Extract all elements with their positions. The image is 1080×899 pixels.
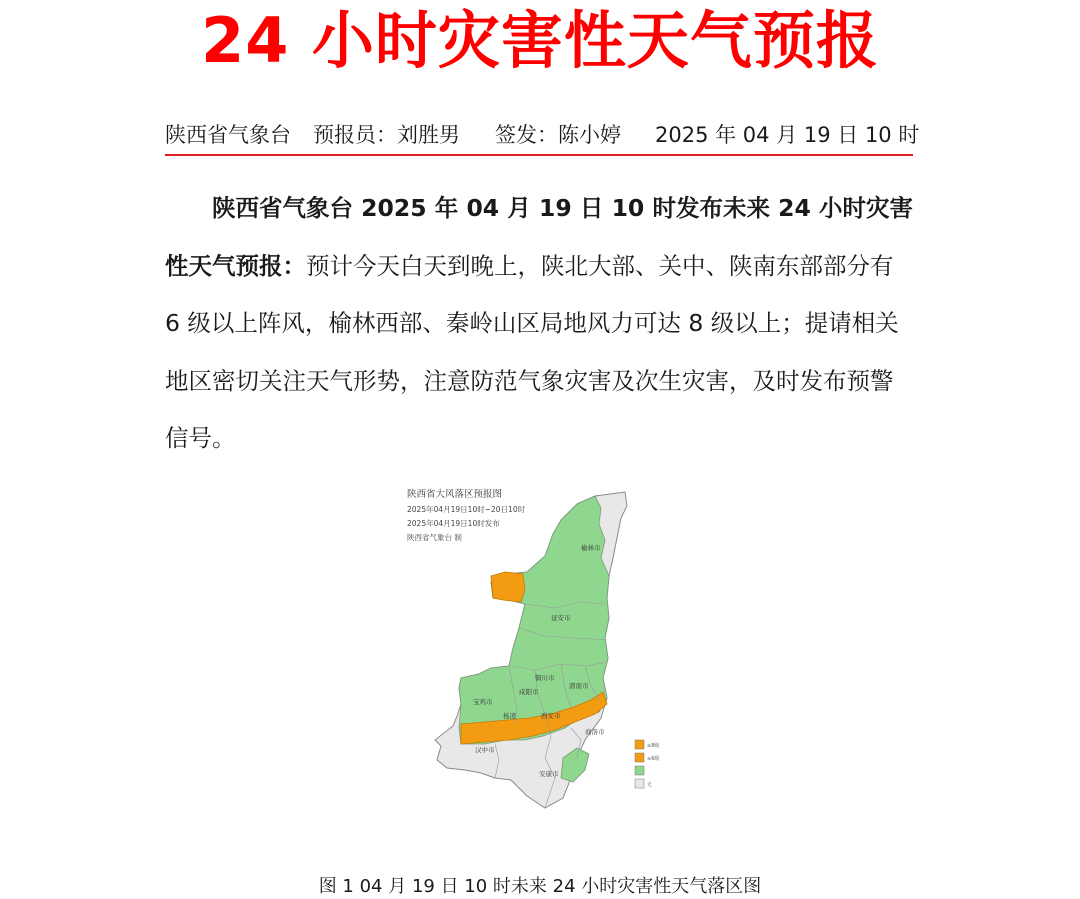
city-label-yanan: 延安市 xyxy=(551,614,571,622)
map-legend xyxy=(635,740,659,788)
zone-level8-yulin xyxy=(491,572,525,602)
map-maker: 陕西省气象台 制 xyxy=(407,533,462,542)
city-label-ankang: 安康市 xyxy=(539,770,559,778)
city-label-tongchuan: 铜川市 xyxy=(535,674,555,682)
city-label-weinan: 渭南市 xyxy=(569,682,589,690)
legend-swatch-none xyxy=(635,779,644,788)
figure-caption: 图 1 04 月 19 日 10 时未来 24 小时灾害性天气落区图 xyxy=(318,876,762,897)
city-label-yangling: 杨凌 xyxy=(503,712,516,720)
map-svg xyxy=(395,478,673,818)
city-label-hanzhong: 汉中市 xyxy=(475,746,495,754)
city-label-shangluo: 商洛市 xyxy=(585,728,605,736)
city-label-baoji: 宝鸡市 xyxy=(473,698,493,706)
forecaster-name: 预报员：刘胜男 xyxy=(313,123,460,147)
city-label-xian: 西安市 xyxy=(541,712,561,720)
forecast-lead: 陕西省气象台 2025 年 04 月 19 日 10 时发布未来 24 小时灾害性天气预报： xyxy=(165,194,914,280)
legend-label-level8: ≥8级 xyxy=(647,743,660,749)
legend-swatch-level6 xyxy=(635,766,644,775)
forecast-paragraph xyxy=(165,180,915,468)
legend-label-level6: ≥6级 xyxy=(647,756,660,762)
legend-swatch-level8 xyxy=(635,740,644,749)
city-label-yulin: 榆林市 xyxy=(581,544,601,552)
issuer-name: 签发：陈小婷 xyxy=(495,123,621,147)
issue-datetime: 2025 年 04 月 19 日 10 时 xyxy=(655,123,920,147)
page-title: 24 小时灾害性天气预报 xyxy=(201,4,879,77)
wind-forecast-map xyxy=(395,478,673,818)
forecast-text: 预计今天白天到晚上，陕北大部、关中、陕南东部部分有 6 级以上阵风，榆林西部、秦岭山区局地风力可达 8 级以上；提请相关地区密切关注天气形势，注意防范气象灾害及次生灾害，及时发布预警信号。 xyxy=(165,251,899,452)
header-info-line xyxy=(165,120,920,156)
map-period: 2025年04月19日10时~20日10时 xyxy=(407,505,526,514)
legend-label-none: 无 xyxy=(647,782,653,788)
map-issued: 2025年04月19日10时发布 xyxy=(407,519,500,528)
map-title: 陕西省大风落区预报图 xyxy=(407,489,503,500)
city-label-xianyang: 咸阳市 xyxy=(519,688,539,696)
legend-swatch-level8b xyxy=(635,753,644,762)
agency-name: 陕西省气象台 xyxy=(165,123,291,147)
